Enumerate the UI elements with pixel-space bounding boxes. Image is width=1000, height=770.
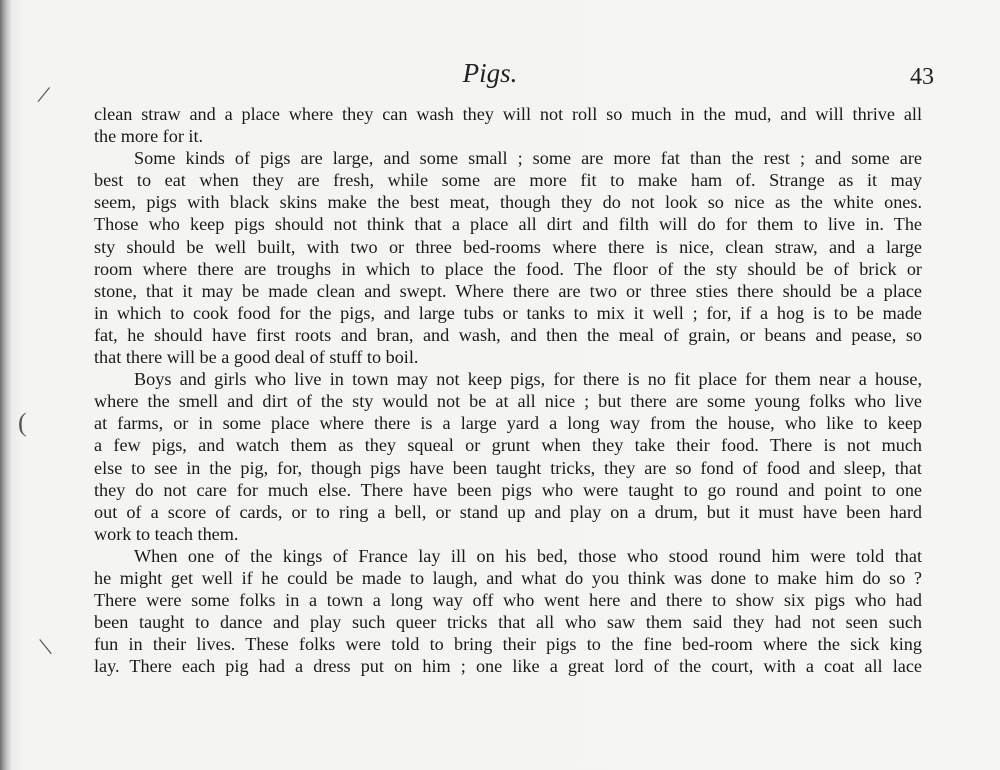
text-line: stone, that it may be made clean and swept. Where there are two or three sties there should be a place: [94, 280, 922, 301]
text-line: else to see in the pig, for, though pigs have been taught tricks, they are so fond of food and sleep, that: [94, 457, 922, 478]
text-line: When one of the kings of France lay ill on his bed, those who stood round him were told that: [134, 545, 922, 566]
text-line: where the smell and dirt of the sty would not be at all nice ; but there are some young folks who live: [94, 391, 922, 412]
text-line: in which to cook food for the pigs, and large tubs or tanks to mix it well ; for, if a hog is to be made: [94, 302, 922, 323]
paragraph: [94, 103, 922, 147]
text-line: Some kinds of pigs are large, and some small ; some are more fat than the rest ; and some are: [134, 148, 922, 169]
text-line: that there will be a good deal of stuff to boil.: [94, 347, 419, 368]
running-title: Pigs.: [462, 58, 518, 88]
text-line: seem, pigs with black skins make the best meat, though they do not look so nice as the white ones.: [94, 192, 922, 213]
text-line: There were some folks in a town a long way off who went here and there to show six pigs who had: [94, 590, 922, 611]
text-line: Those who keep pigs should not think that a place all dirt and filth will do for them to live in. The: [94, 214, 922, 235]
text-line: a few pigs, and watch them as they squeal or grunt when they take their food. There is not much: [94, 435, 922, 456]
text-line: Boys and girls who live in town may not keep pigs, for there is no fit place for them near a house,: [134, 369, 922, 390]
text-line: room where there are troughs in which to place the food. The floor of the sty should be of brick or: [94, 258, 922, 279]
margin-pencil-mark: \: [37, 631, 54, 662]
paragraph: [94, 545, 922, 678]
text-line: the more for it.: [94, 126, 204, 147]
margin-pencil-mark: /: [35, 79, 53, 110]
text-line: clean straw and a place where they can wash they will not roll so much in the mud, and will thrive all: [94, 104, 922, 124]
text-line: they do not care for much else. There have been pigs who were taught to go round and point to one: [94, 479, 922, 500]
text-line: fun in their lives. These folks were told to bring their pigs to the fine bed-room where the sick king: [94, 634, 922, 655]
text-line: work to teach them.: [94, 523, 239, 544]
page-number: 43: [910, 64, 934, 90]
text-line: he might get well if he could be made to laugh, and what do you think was done to make him do so ?: [94, 567, 922, 588]
text-line: been taught to dance and play such queer tricks that all who saw them said they had not seen such: [94, 612, 922, 633]
text-line: lay. There each pig had a dress put on him ; one like a great lord of the court, with a coat all lace: [94, 656, 922, 677]
paragraph: [94, 147, 922, 368]
text-line: at farms, or in some place where there is a large yard a long way from the house, who like to keep: [94, 413, 922, 434]
margin-pencil-mark: (: [18, 408, 27, 437]
paragraph: [94, 368, 922, 545]
text-line: sty should be well built, with two or three bed-rooms where there is nice, clean straw, and a large: [94, 236, 922, 257]
text-line: best to eat when they are fresh, while some are more fit to make ham of. Strange as it may: [94, 170, 922, 191]
text-line: out of a score of cards, or to ring a bell, or stand up and play on a drum, but it must have been hard: [94, 501, 922, 522]
text-line: fat, he should have first roots and bran, and wash, and then the meal of grain, or beans and pease, so: [94, 324, 922, 345]
body-text: [94, 103, 922, 677]
